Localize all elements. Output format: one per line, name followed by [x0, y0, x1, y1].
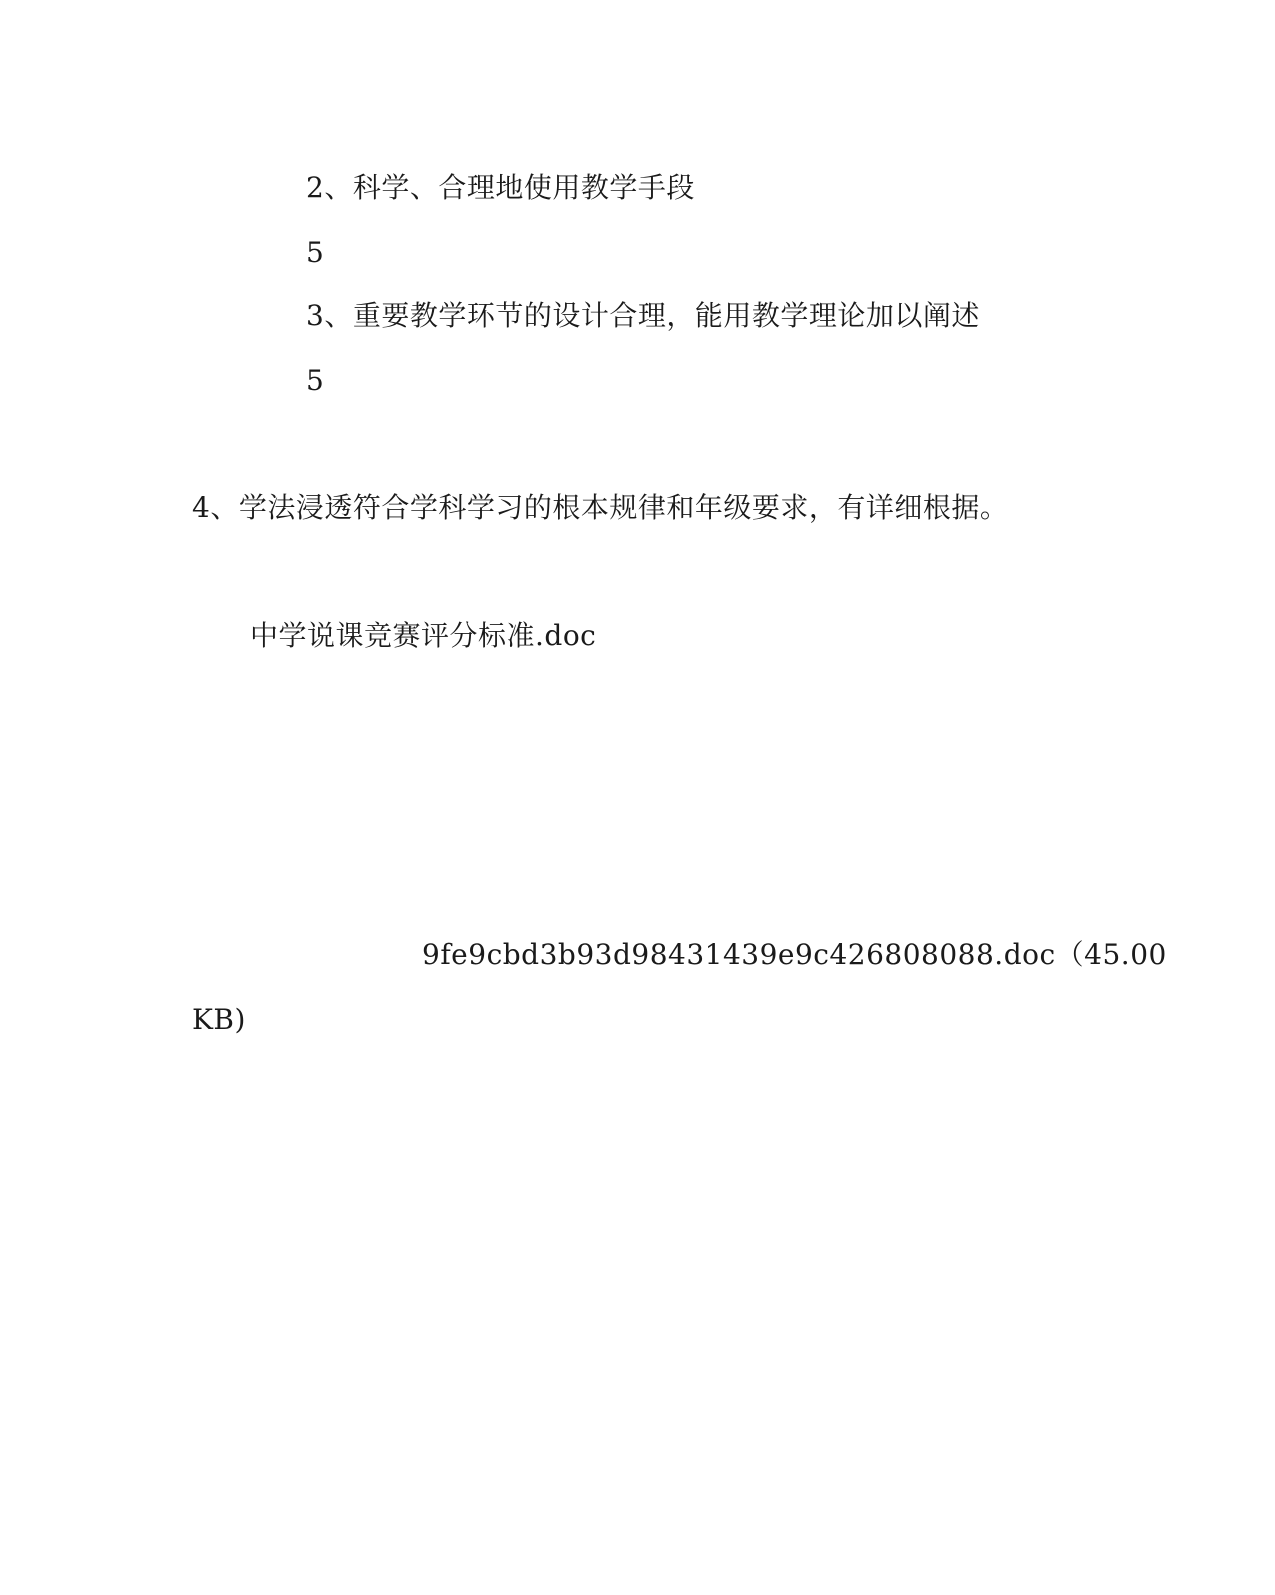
- criterion-2-text: 2、科学、合理地使用教学手段: [306, 171, 695, 204]
- criterion-4-text: 4、学法浸透符合学科学习的根本规律和年级要求，有详细根据。: [192, 491, 1009, 524]
- attachment-title: 中学说课竞赛评分标准.doc: [250, 619, 597, 652]
- attachment-size-suffix: KB): [192, 1003, 246, 1036]
- criterion-2-score: 5: [306, 236, 325, 269]
- criterion-3-score: 5: [306, 364, 325, 397]
- criterion-3-text: 3、重要教学环节的设计合理，能用教学理论加以阐述: [306, 299, 980, 332]
- attachment-filename[interactable]: 9fe9cbd3b93d98431439e9c426808088.doc（45.00: [422, 938, 1167, 971]
